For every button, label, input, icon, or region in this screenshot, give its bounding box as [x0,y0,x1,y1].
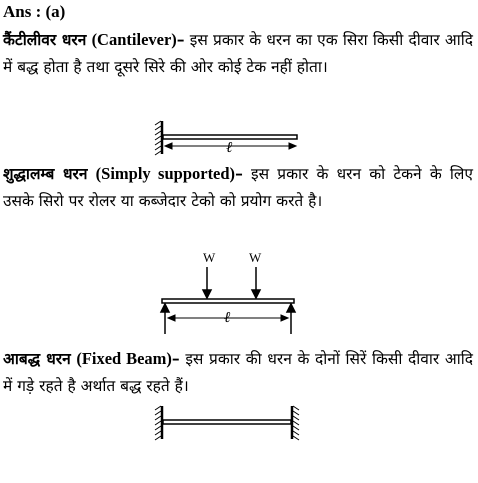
dash: – [235,164,243,183]
cantilever-english-term: (Cantilever) [91,30,177,49]
length-label: ℓ [226,140,233,156]
cantilever-description: इस प्रकार के धरन का एक सिरा किसी दीवार आदि में बद्ध होता है तथा दूसरे सिरे की ओर कोई टेक नहीं होता। [3,31,473,76]
fixed-beam-diagram [0,403,478,445]
wall-hatch [155,121,161,155]
right-wall-hatch [293,406,299,440]
load-arrows [203,267,260,298]
beam [163,135,297,139]
simply-supported-description: इस प्रकार के धरन को टेकने के लिए उसके सिरो पर रोलर या कब्जेदार टेको को प्रयोग करते है। [3,165,474,210]
fixed-beam-paragraph [3,345,473,400]
cantilever-heading: कैंटीलीवर धरन [3,30,87,49]
simply-supported-diagram [0,248,478,340]
dash: – [176,30,185,49]
simply-supported-paragraph [3,160,473,215]
dash: – [171,349,180,368]
cantilever-diagram [0,116,478,158]
simply-supported-heading: शुद्धालम्ब धरन [3,164,88,183]
beam [162,299,294,303]
load-label-1: W [203,250,216,265]
answer-label: Ans : (a) [3,2,66,21]
left-wall-hatch [155,406,161,440]
length-label: ℓ [224,310,231,326]
fixed-beam-english-term: (Fixed Beam) [76,349,172,368]
beam [163,420,291,424]
fixed-beam-description: इस प्रकार की धरन के दोनों सिरें किसी दीवार आदि में गड़े रहते है अर्थात बद्ध रहते हैं। [3,350,473,395]
fixed-beam-heading: आबद्ध धरन [3,349,71,368]
simply-supported-english-term: (Simply supported) [95,164,236,183]
load-label-2: W [249,250,262,265]
cantilever-paragraph [3,26,473,81]
